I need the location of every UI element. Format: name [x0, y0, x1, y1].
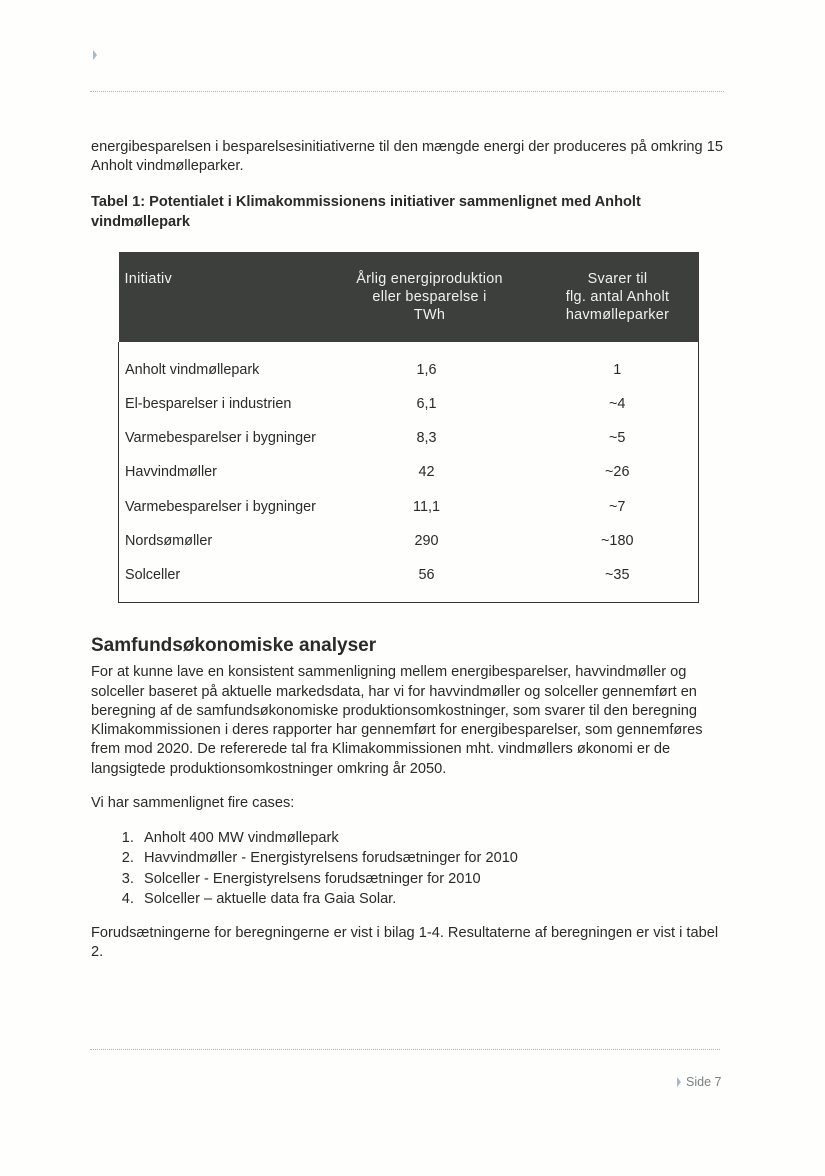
list-item: 4. Solceller – aktuelle data fra Gaia Solar.	[138, 889, 731, 910]
cell-initiativ: Solceller	[125, 567, 181, 584]
header-line: eller besparelse i	[372, 289, 487, 306]
table-row	[119, 387, 699, 421]
list-item: 3. Solceller - Energistyrelsens forudsætninger for 2010	[138, 869, 731, 890]
cell-antal: ~26	[605, 464, 630, 481]
header-line: TWh	[413, 307, 446, 324]
header-line: havmølleparker	[565, 307, 670, 324]
cell-initiativ: Varmebesparelser i bygninger	[125, 498, 316, 515]
table-row	[119, 421, 699, 455]
list-item: 2. Havvindmøller - Energistyrelsens forudsætninger for 2010	[138, 848, 731, 869]
intro-paragraph: energibesparelsen i besparelsesinitiativerne til den mængde energi der produceres på omkring 15 Anholt vindmølleparker.	[91, 139, 723, 175]
header-triangle-icon	[93, 50, 97, 60]
column-header-energy	[323, 252, 537, 342]
table-row	[119, 524, 699, 558]
header-line: Svarer til	[587, 271, 648, 288]
cell-twh: 6,1	[416, 395, 437, 412]
cell-antal: 1	[613, 361, 622, 378]
cell-twh: 56	[418, 567, 435, 584]
section-heading: Samfundsøkonomiske analyser	[91, 635, 377, 657]
cell-initiativ: Varmebesparelser i bygninger	[125, 430, 316, 447]
cell-antal: ~180	[601, 533, 634, 550]
table-1	[118, 252, 699, 603]
column-header-initiativ	[119, 252, 323, 342]
footer-divider	[90, 1049, 720, 1050]
footer-triangle-icon	[677, 1077, 681, 1087]
header-label: Initiativ	[124, 271, 172, 288]
cell-twh: 8,3	[416, 430, 437, 447]
cell-twh: 11,1	[413, 498, 440, 515]
page-content	[91, 138, 731, 962]
page-number-label: Side 7	[686, 1075, 722, 1089]
cell-antal: ~5	[609, 430, 626, 447]
table-row	[119, 490, 699, 524]
header-line: flg. antal Anholt	[565, 289, 670, 306]
cell-antal: ~7	[609, 498, 626, 515]
table-row	[119, 455, 699, 489]
section-paragraph-1: For at kunne lave en konsistent sammenligning mellem energibesparelser, havvindmøller og solceller baseret på aktuelle markedsdata, har vi for havvindmøller og solceller gennemført en beregning af de samfundsøkonomiske produktionsomkostninger, som svarer til den beregning Klimakommissionen i deres rapporter har gennemført for energibesparelser, som gennemføres frem mod 2020. De refererede tal fra Klimakommissionen mht. vindmøllers økonomi er de langsigtede produktionsomkostninger omkring år 2050.	[91, 664, 703, 777]
table-row	[119, 558, 699, 603]
page-number	[677, 1075, 721, 1089]
header-line: Årlig energiproduktion	[356, 271, 503, 288]
cell-initiativ: Nordsømøller	[125, 533, 213, 550]
cases-list	[91, 828, 731, 910]
cell-initiativ: Anholt vindmøllepark	[125, 361, 260, 378]
cell-antal: ~4	[609, 395, 626, 412]
header-divider	[90, 91, 724, 92]
table-row	[119, 342, 699, 386]
section-paragraph-3: Forudsætningerne for beregningerne er vist i bilag 1-4. Resultaterne af beregningen er vist i tabel 2.	[91, 924, 719, 961]
cell-initiativ: El-besparelser i industrien	[125, 395, 292, 412]
cell-initiativ: Havvindmøller	[125, 464, 217, 481]
table-caption: Tabel 1: Potentialet i Klimakommissionens initiativer sammenlignet med Anholt vindmøllepark	[91, 194, 641, 230]
cell-twh: 1,6	[416, 361, 437, 378]
cell-antal: ~35	[605, 567, 630, 584]
section-paragraph-2: Vi har sammenlignet fire cases:	[91, 794, 295, 811]
list-item: 1. Anholt 400 MW vindmøllepark	[138, 828, 731, 849]
cell-twh: 42	[418, 464, 435, 481]
column-header-count	[537, 252, 699, 342]
cell-twh: 290	[414, 533, 439, 550]
table-header-row	[119, 252, 699, 342]
